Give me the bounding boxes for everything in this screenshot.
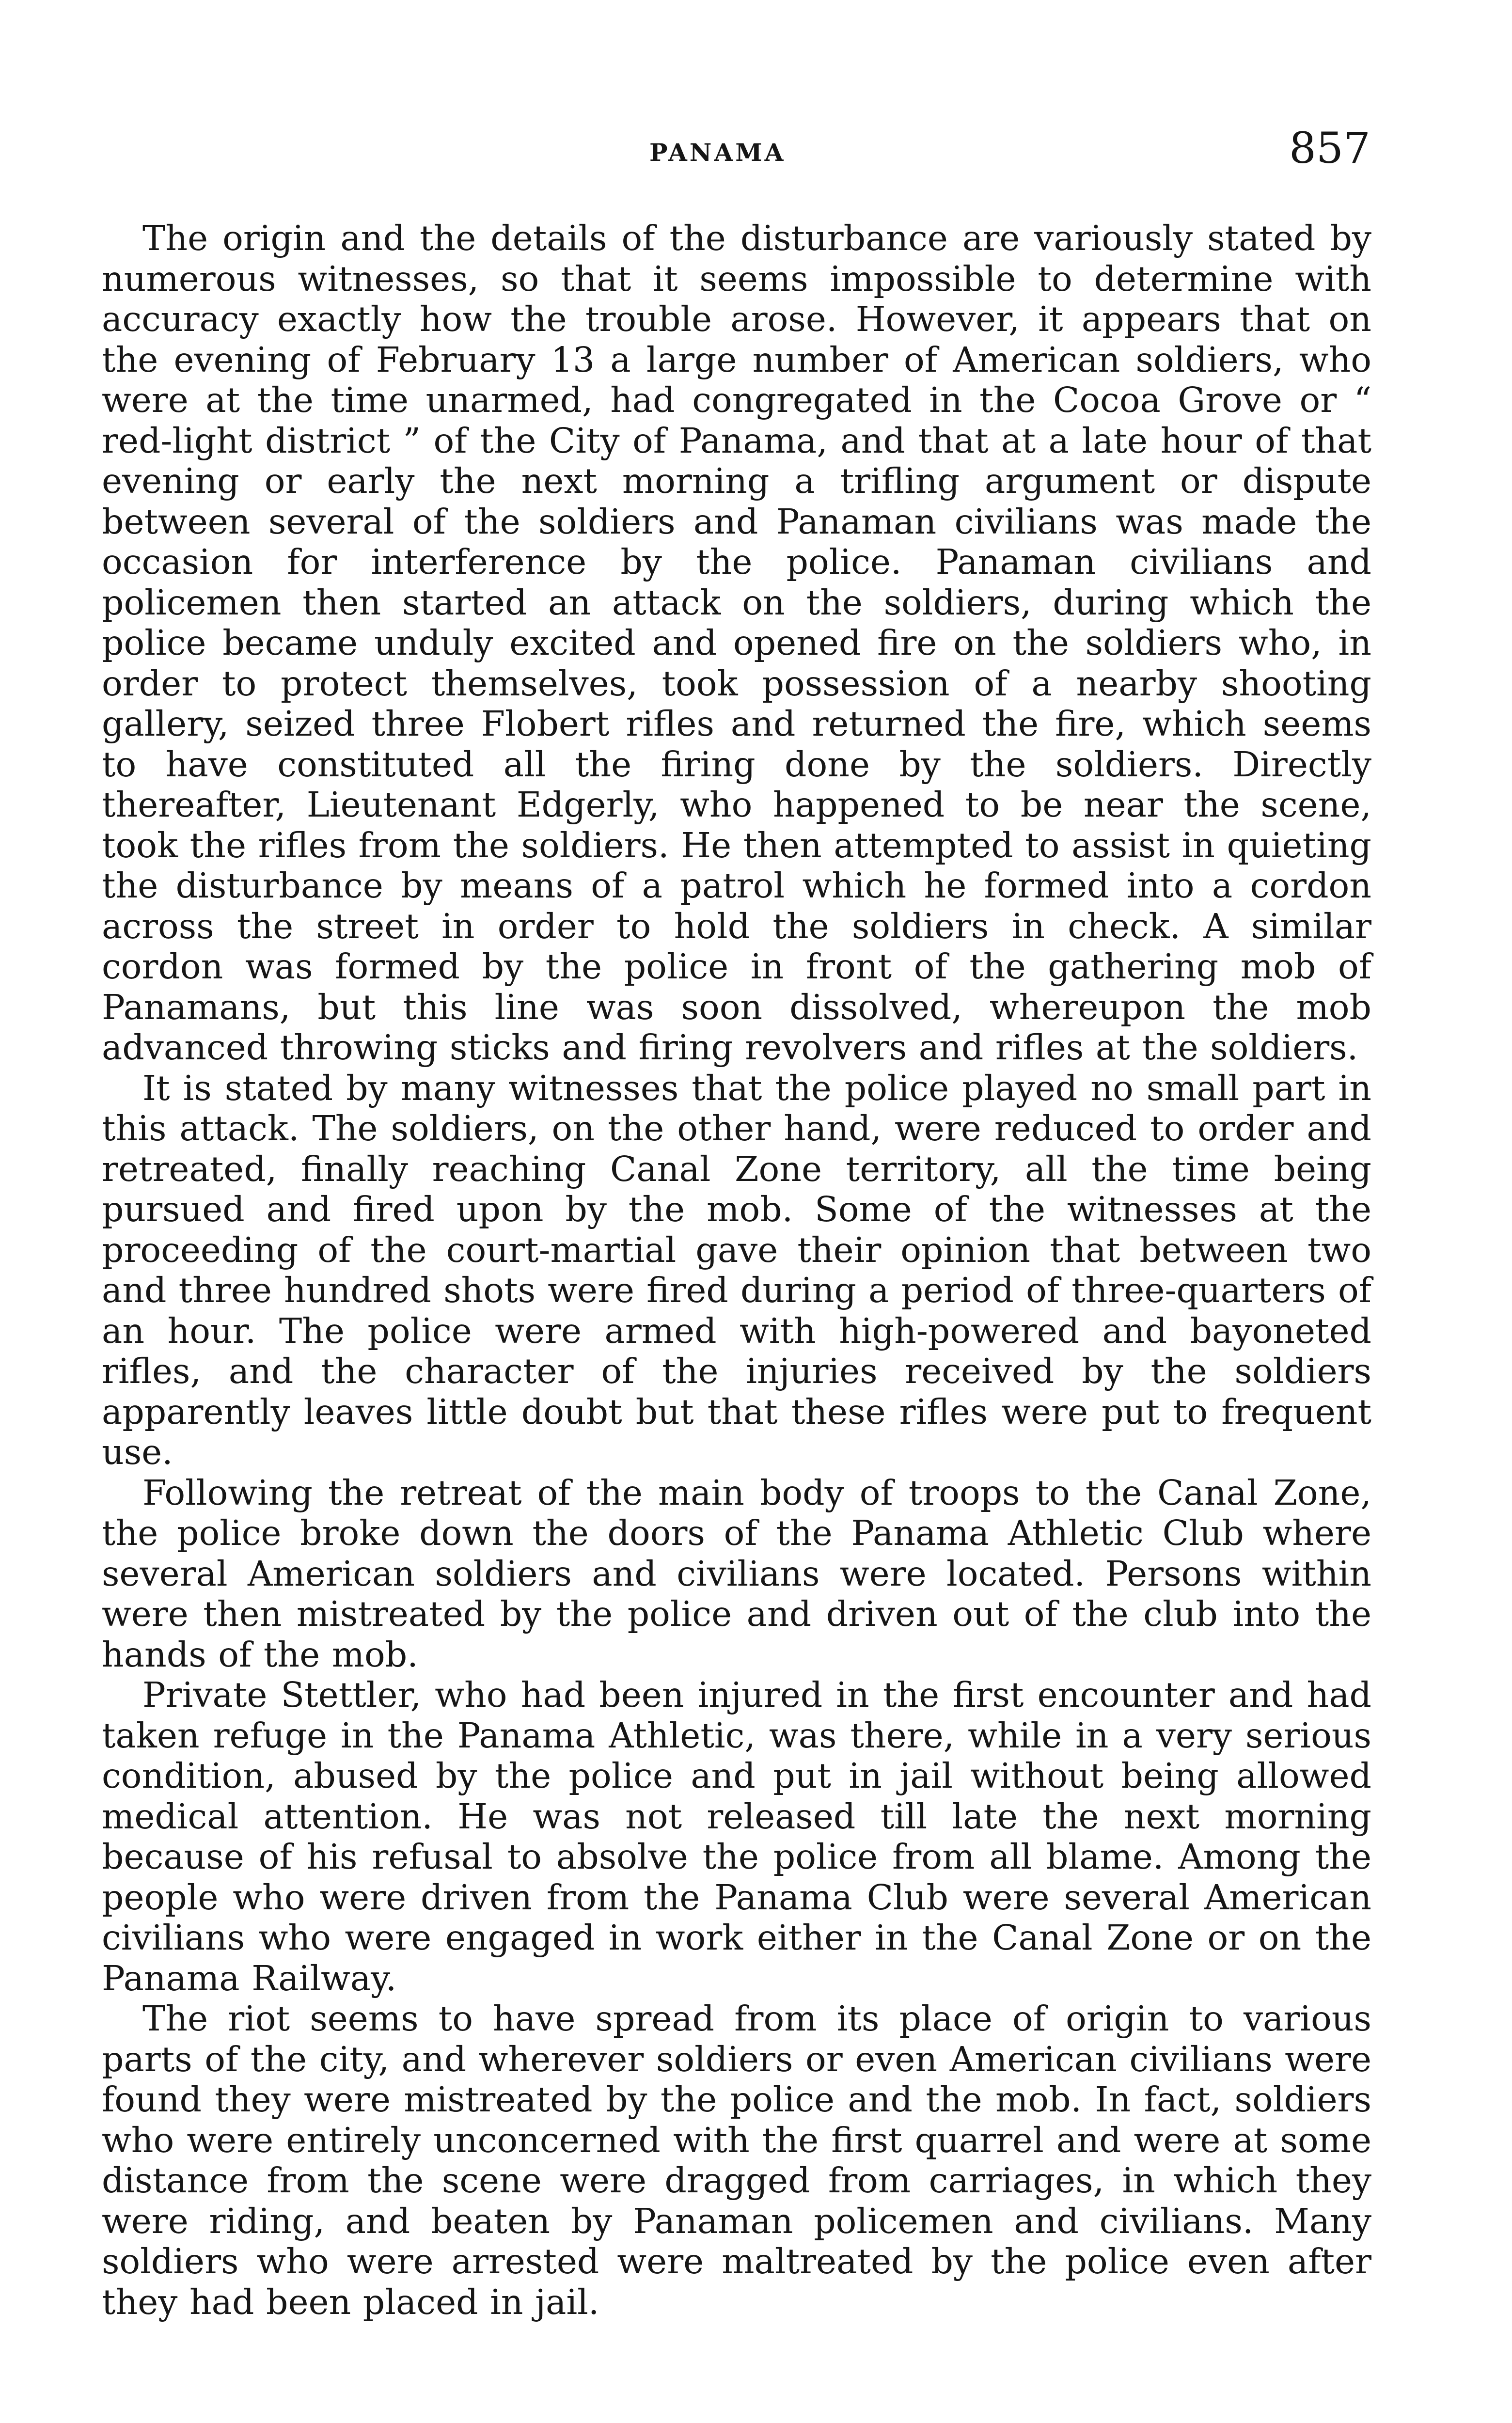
paragraph-5: The riot seems to have spread from its place of origin to various parts of the city, and wherever soldiers or even American civilians were found they were mistreated by the police and the mob. In fact, soldiers who were entirely unconcerned with the first quarrel and were at some distance from the scene were dragged from carriages, in which they were riding, and beaten by Panaman policemen and civilians. Many soldiers who were arrested were maltreated by the police even after they had been placed in jail. — [102, 1998, 1371, 2322]
body-text — [102, 218, 1371, 2322]
paragraph-1: The origin and the details of the disturbance are variously stated by numerous witnesses, so that it seems impossible to determine with accuracy exactly how the trouble arose. However, it appears that on the evening of February 13 a large number of American soldiers, who were at the time unarmed, had congregated in the Cocoa Grove or “ red-light district ” of the City of Panama, and that at a late hour of that evening or early the next morning a trifling argument or dispute between several of the soldiers and Panaman civilians was made the occasion for interference by the police. Panaman civilians and policemen then started an attack on the soldiers, during which the police became unduly excited and opened fire on the soldiers who, in order to protect themselves, took possession of a nearby shooting gallery, seized three Flobert rifles and returned the fire, which seems to have constituted all the firing done by the soldiers. Directly thereafter, Lieutenant Edgerly, who happened to be near the scene, took the rifles from the soldiers. He then attempted to assist in quieting the disturbance by means of a patrol which he formed into a cordon across the street in order to hold the soldiers in check. A similar cordon was formed by the police in front of the gathering mob of Panamans, but this line was soon dissolved, whereupon the mob advanced throwing sticks and firing revolvers and rifles at the soldiers. — [102, 218, 1371, 1068]
running-header: PANAMA — [649, 138, 786, 167]
page-number: 857 — [1289, 123, 1370, 173]
paragraph-2: It is stated by many witnesses that the police played no small part in this attack. The soldiers, on the other hand, were reduced to order and retreated, finally reaching Canal Zone territory, all the time being pursued and fired upon by the mob. Some of the witnesses at the proceeding of the court-martial gave their opinion that between two and three hundred shots were fired during a period of three-quarters of an hour. The police were armed with high-powered and bayoneted rifles, and the character of the injuries received by the soldiers apparently leaves little doubt but that these rifles were put to frequent use. — [102, 1068, 1371, 1472]
paragraph-4: Private Stettler, who had been injured in the first encounter and had taken refuge in the Panama Athletic, was there, while in a very serious condition, abused by the police and put in jail without being allowed medical attention. He was not released till late the next morning because of his refusal to absolve the police from all blame. Among the people who were driven from the Panama Club were several American civilians who were engaged in work either in the Canal Zone or on the Panama Railway. — [102, 1675, 1371, 1998]
paragraph-3: Following the retreat of the main body of troops to the Canal Zone, the police broke down the doors of the Panama Athletic Club where several American soldiers and civilians were located. Persons within were then mistreated by the police and driven out of the club into the hands of the mob. — [102, 1472, 1371, 1675]
